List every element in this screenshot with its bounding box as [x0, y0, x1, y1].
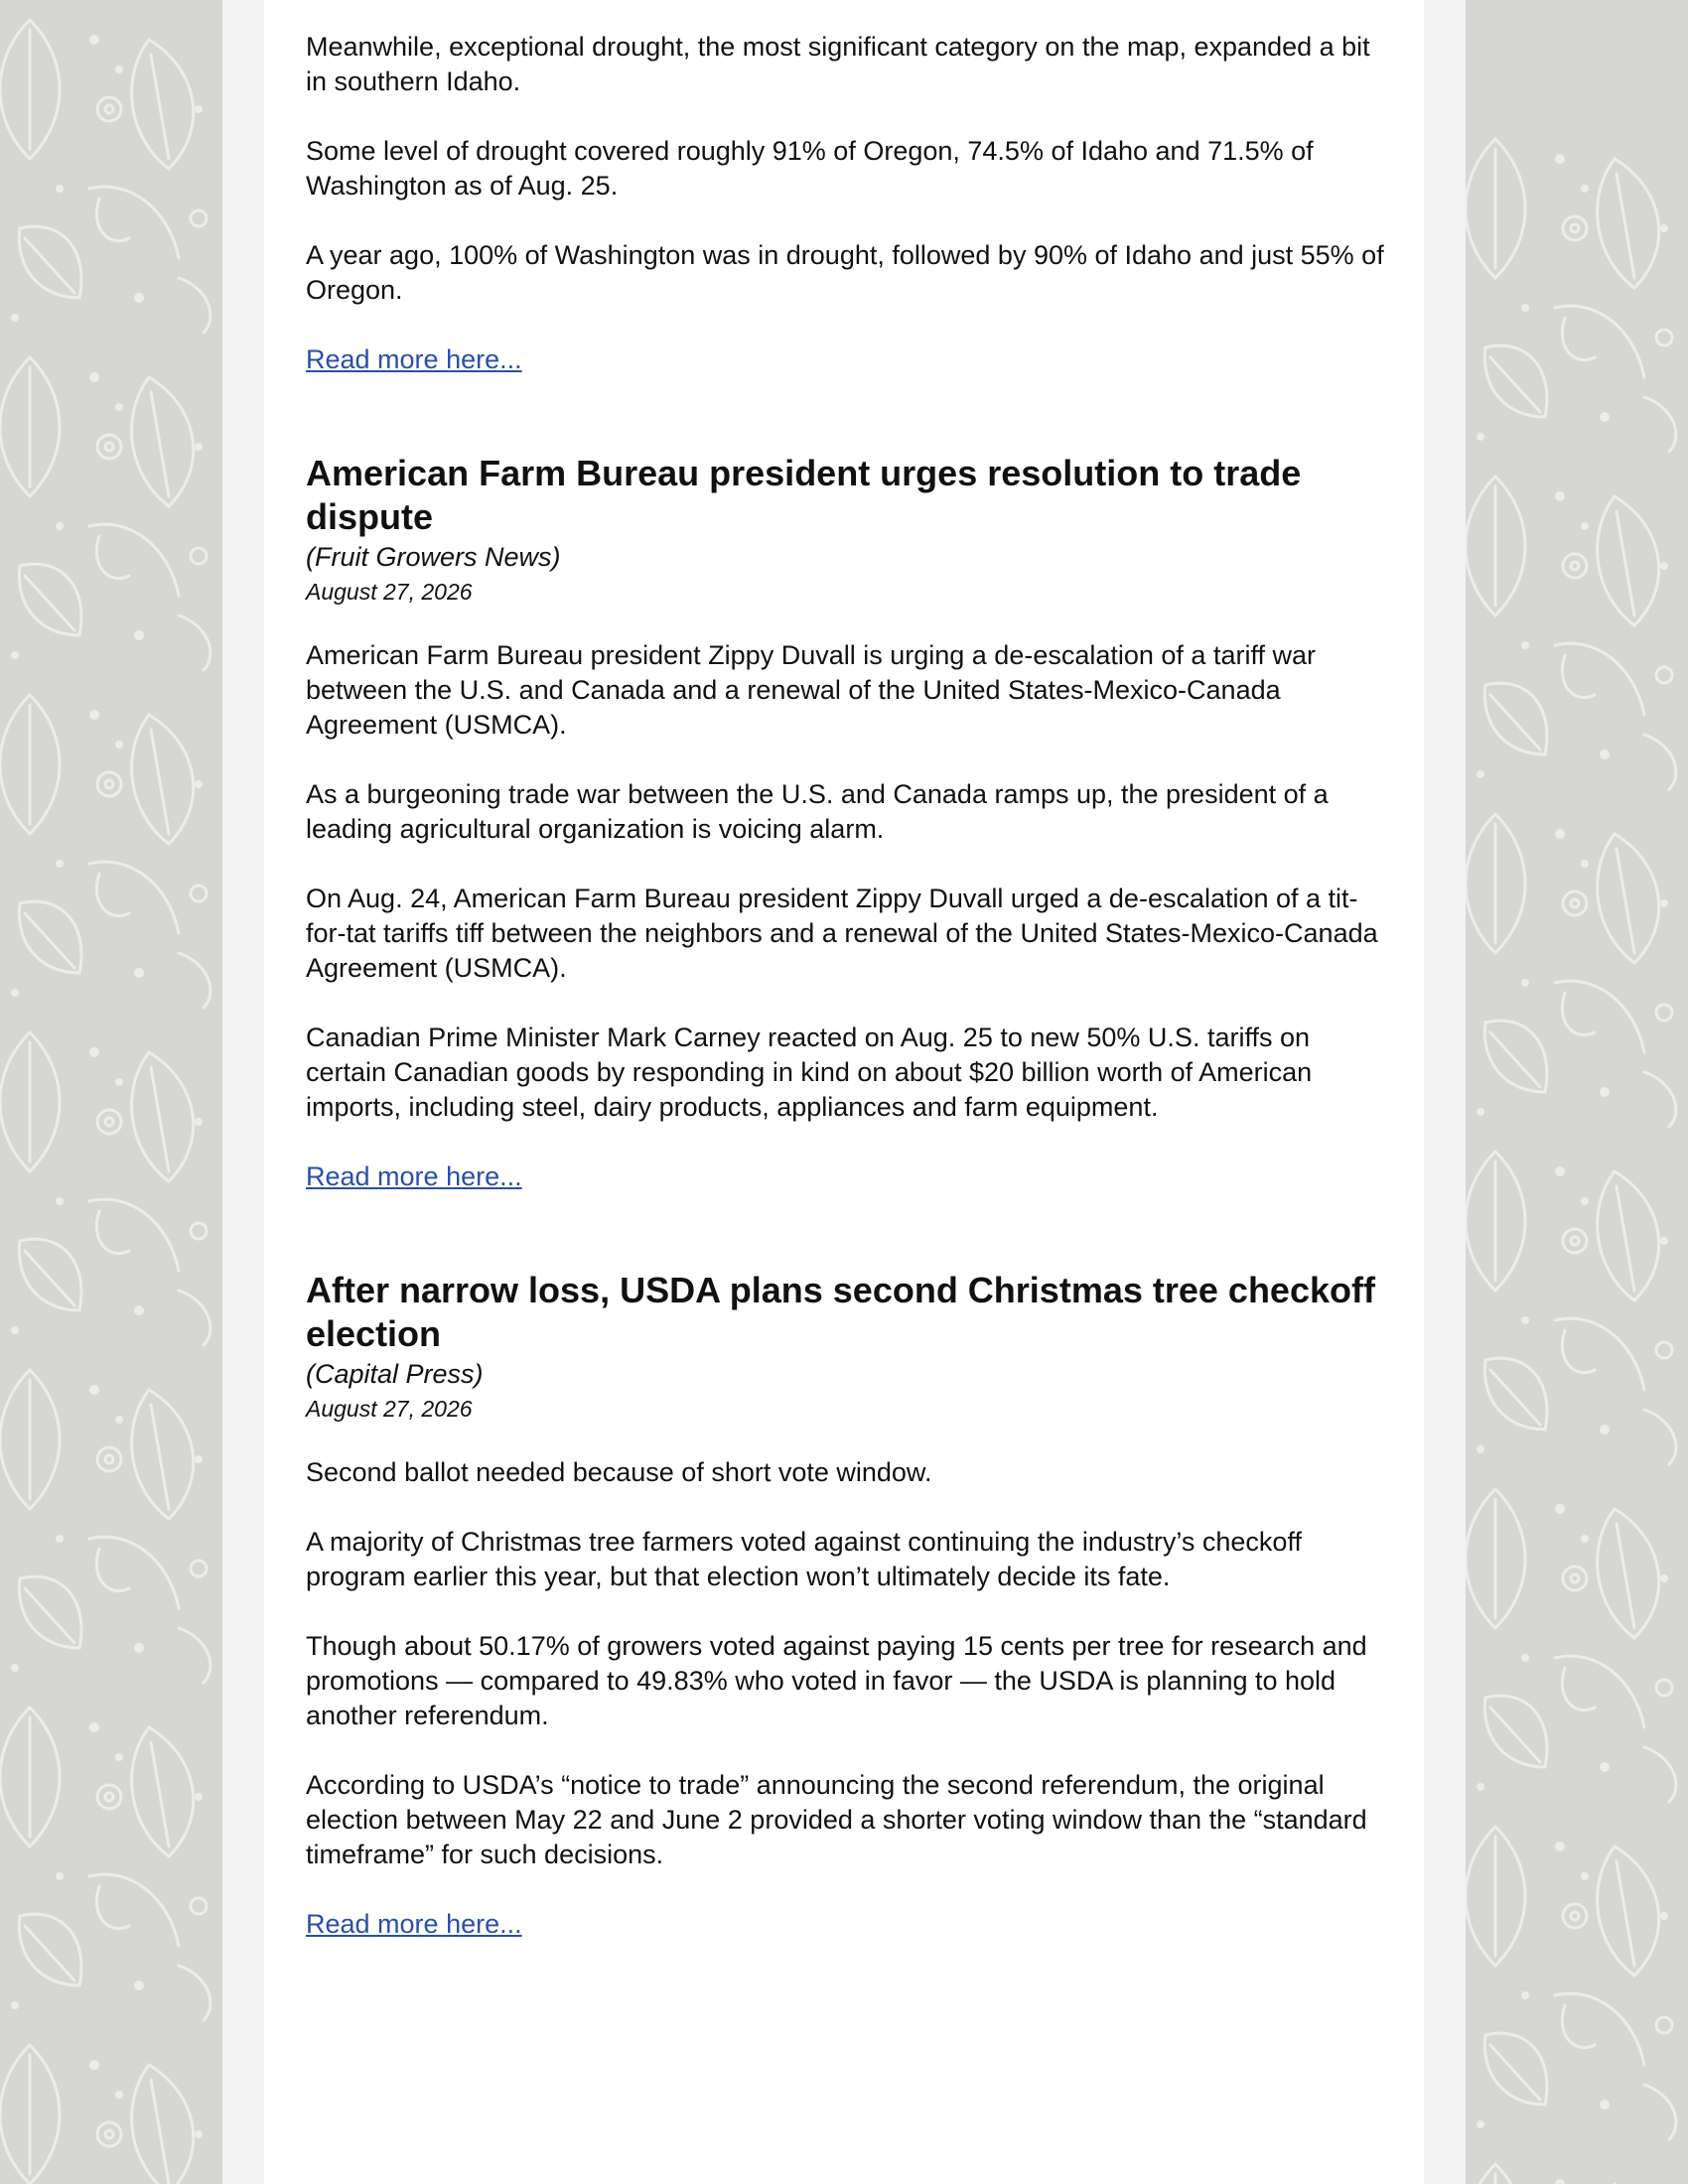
article-source: (Fruit Growers News) [306, 542, 561, 572]
article-source: (Capital Press) [306, 1359, 484, 1389]
article-date: August 27, 2026 [306, 579, 473, 605]
article-christmas-tree-checkoff [306, 1269, 1388, 1942]
background-pattern-right [1466, 0, 1688, 2184]
article-headline: American Farm Bureau president urges resolution to trade dispute [306, 453, 1302, 537]
read-more-link[interactable]: Read more here... [306, 1161, 522, 1191]
article-paragraph: Second ballot needed because of short vote window. [306, 1457, 932, 1487]
article-paragraph: American Farm Bureau president Zippy Duvall is urging a de-escalation of a tariff war between the U.S. and Canada and a renewal of the United States-Mexico-Canada Agreement (USMCA). [306, 640, 1316, 740]
article-paragraph: A year ago, 100% of Washington was in drought, followed by 90% of Idaho and just 55% of Oregon. [306, 240, 1384, 305]
article-headline: After narrow loss, USDA plans second Christmas tree checkoff election [306, 1270, 1375, 1354]
article-date: August 27, 2026 [306, 1396, 473, 1422]
read-more-link[interactable]: Read more here... [306, 344, 522, 374]
article-trade-dispute [306, 452, 1388, 1194]
article-paragraph: Though about 50.17% of growers voted against paying 15 cents per tree for research and promotions — compared to 49.83% who voted in favor — the USDA is planning to hold another referendum. [306, 1631, 1367, 1730]
article-paragraph: A majority of Christmas tree farmers voted against continuing the industry’s checkoff program earlier this year, but that election won’t ultimately decide its fate. [306, 1527, 1302, 1591]
leaf-pattern-right [1466, 0, 1688, 2184]
article-paragraph: Meanwhile, exceptional drought, the most significant category on the map, expanded a bit in southern Idaho. [306, 32, 1370, 96]
background-pattern-left [0, 0, 222, 2184]
newsletter-content [264, 0, 1424, 2184]
article-paragraph: Some level of drought covered roughly 91% of Oregon, 74.5% of Idaho and 71.5% of Washington as of Aug. 25. [306, 136, 1314, 201]
article-paragraph: As a burgeoning trade war between the U.S. and Canada ramps up, the president of a leading agricultural organization is voicing alarm. [306, 779, 1329, 844]
article-paragraph: Canadian Prime Minister Mark Carney reacted on Aug. 25 to new 50% U.S. tariffs on certain Canadian goods by responding in kind on about $20 billion worth of American imports, including steel, dairy products, appliances and farm equipment. [306, 1023, 1313, 1122]
article-paragraph: According to USDA’s “notice to trade” announcing the second referendum, the original election between May 22 and June 2 provided a shorter voting window than the “standard timeframe” for such decisions. [306, 1770, 1367, 1869]
read-more-link[interactable]: Read more here... [306, 1909, 522, 1939]
leaf-pattern-left [0, 0, 222, 2184]
article-list [306, 30, 1388, 1942]
article-paragraph: On Aug. 24, American Farm Bureau president Zippy Duvall urged a de-escalation of a tit-for-tat tariffs tiff between the neighbors and a renewal of the United States-Mexico-Canada Agreement (USMCA). [306, 884, 1378, 983]
intro-article-continuation [306, 30, 1388, 377]
